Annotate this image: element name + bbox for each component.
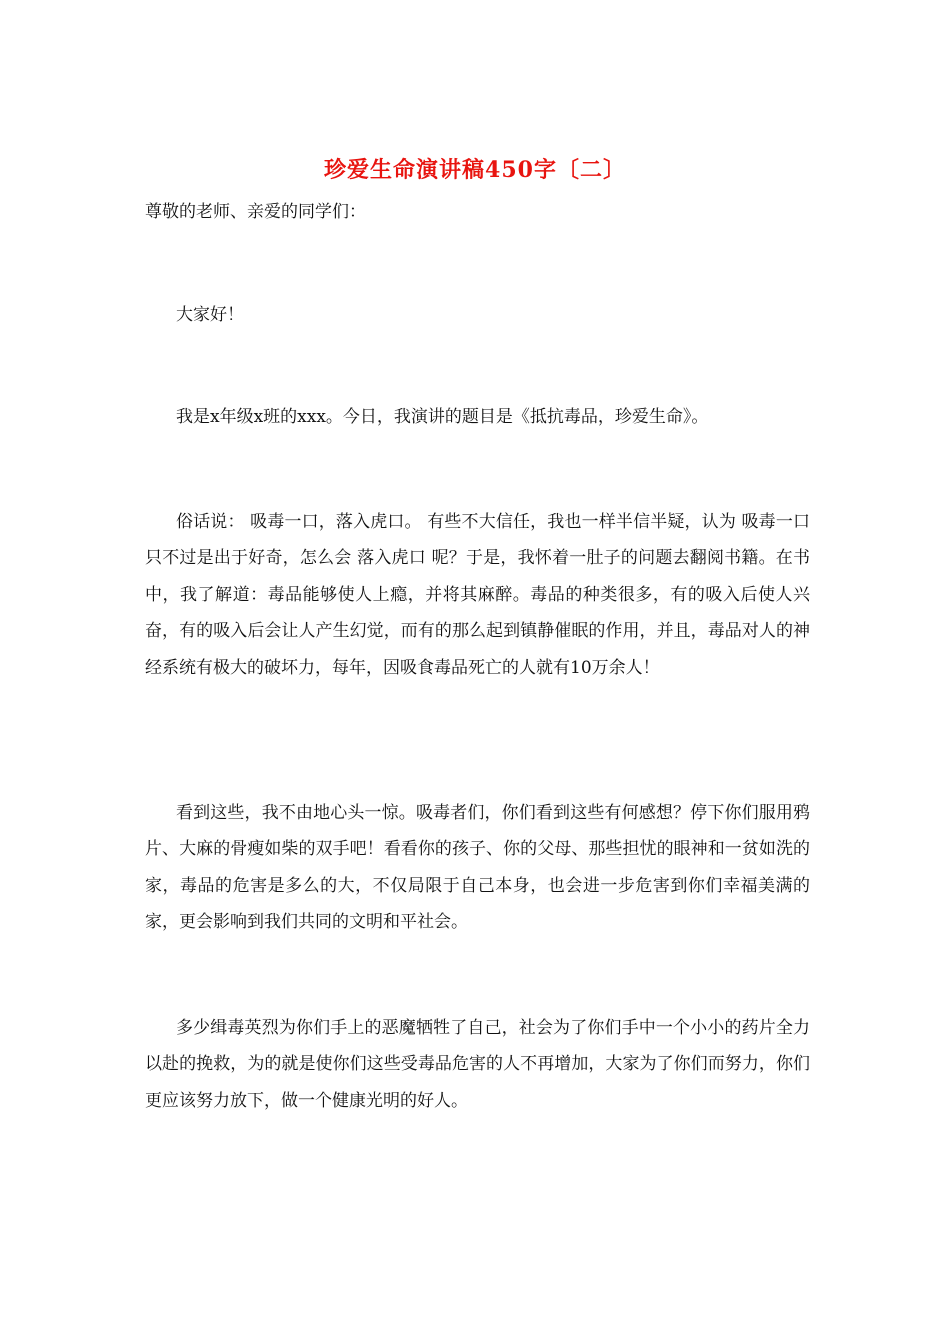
paragraph-seeing: 看到这些，我不由地心头一惊。吸毒者们，你们看到这些有何感想？停下你们服用鸦片、大麻的骨瘦如柴的双手吧！看看你的孩子、你的父母、那些担忧的眼神和一贫如洗的家，毒品的危害是多么的大，不仅局限于自己本身，也会进一步危害到你们幸福美满的家，更会影响到我们共同的文明和平社会。: [145, 803, 810, 933]
paragraph-greeting: 大家好！: [176, 305, 244, 325]
paragraph-intro: 我是x年级x班的xxx。今日，我演讲的题目是《抵抗毒品，珍爱生命》。: [176, 407, 709, 427]
paragraph-saying: 俗话说： 吸毒一口，落入虎口。 有些不大信任，我也一样半信半疑，认为 吸毒一口 只不过是出于好奇，怎么会 落入虎口 呢？于是，我怀着一肚子的问题去翻阅书籍。在书中，我了解道：毒品能够使人上瘾，并将其麻醉。毒品的种类很多，有的吸入后使人兴奋，有的吸入后会让人产生幻觉，而有的那么起到镇静催眠的作用，并且，毒品对人的神经系统有极大的破坏力，每年，因吸食毒品死亡的人就有10万余人！: [145, 512, 810, 678]
salutation: 尊敬的老师、亲爱的同学们：: [145, 202, 366, 222]
document-title: 珍爱生命演讲稿450字〔二〕: [324, 157, 626, 183]
paragraph-heroes: 多少缉毒英烈为你们手上的恶魔牺牲了自己，社会为了你们手中一个小小的药片全力以赴的挽救，为的就是使你们这些受毒品危害的人不再增加，大家为了你们而努力，你们更应该努力放下，做一个健康光明的好人。: [145, 1018, 810, 1111]
